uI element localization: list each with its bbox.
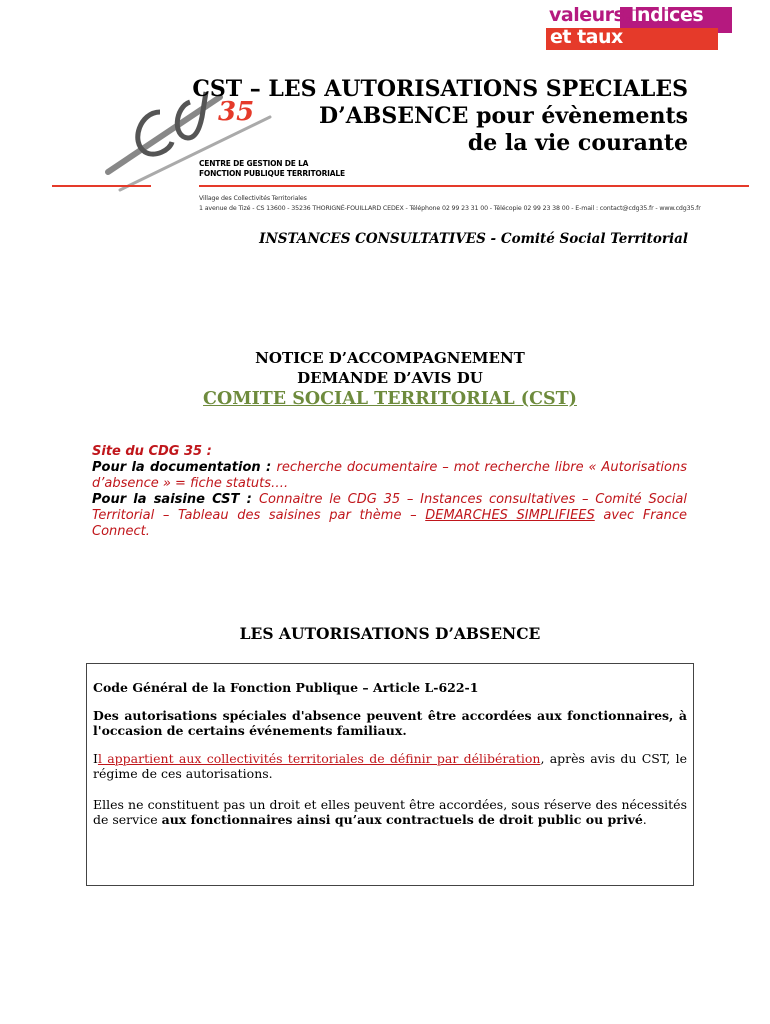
- p3-highlight: l appartient aux collectivités territoriales de définir par délibération: [97, 751, 541, 766]
- notice-cst-title: COMITE SOCIAL TERRITORIAL (CST): [203, 389, 577, 409]
- doc-label: Pour la documentation: [92, 460, 261, 475]
- p4-start: Elles ne constituent pas un droit et elles peuvent être accordées, sous réserve des nécessités de service: [93, 797, 687, 827]
- article-reference: Code Général de la Fonction Publique – Article L-622-1: [93, 680, 479, 695]
- doc-separator: :: [260, 460, 277, 475]
- saisine-separator: :: [239, 492, 259, 507]
- notice-line3: [0, 389, 770, 409]
- address-line2: 1 avenue de Tizé - CS 13600 - 35236 THORIGNÉ-FOUILLARD CEDEX - Téléphone 02 99 23 31 00 - Télécopie 02 99 23 38 00 - E-mail : contact@cdg35.fr - www.cdg35.fr: [199, 205, 701, 212]
- site-heading: Site du CDG 35 :: [92, 444, 212, 459]
- header-ribbon: [546, 4, 736, 46]
- p4-bold: aux fonctionnaires ainsi qu’aux contractuels de droit public ou privé: [161, 812, 643, 827]
- document-title: [192, 76, 688, 157]
- p3-rest: , après avis du CST, le régime de ces autorisations.: [93, 751, 687, 781]
- saisine-label: Pour la saisine CST: [92, 492, 240, 507]
- article-box: [86, 663, 694, 886]
- site-saisine-paragraph: [92, 492, 687, 540]
- header-rule-right: [199, 185, 749, 187]
- p3-first-letter: I: [93, 751, 98, 766]
- title-line2: D’ABSENCE pour évènements: [319, 103, 688, 129]
- ribbon-word-valeurs: valeurs,: [549, 4, 632, 26]
- article-paragraph-collectivites: [93, 751, 687, 781]
- notice-line2: DEMANDE D’AVIS DU: [297, 369, 483, 387]
- article-summary: Des autorisations spéciales d'absence peuvent être accordées aux fonctionnaires, à l'occasion de certains événements familiaux.: [93, 708, 687, 738]
- cdg-name-line1: CENTRE DE GESTION DE LA: [199, 159, 309, 168]
- cdg-name-line2: FONCTION PUBLIQUE TERRITORIALE: [199, 169, 345, 178]
- logo-number: 35: [218, 97, 255, 127]
- saisine-end: avec France Connect.: [92, 508, 687, 539]
- header-rule-left: [52, 185, 151, 187]
- article-paragraph-beneficiaires: [93, 797, 687, 827]
- ribbon-line2: et taux: [550, 26, 623, 48]
- instances-heading: INSTANCES CONSULTATIVES - Comité Social Territorial: [259, 231, 688, 247]
- doc-text: recherche documentaire – mot recherche libre « Autorisations d’absence » = fiche statuts….: [92, 460, 687, 491]
- p4-end: .: [642, 812, 647, 827]
- cdg-organization-name: [199, 159, 345, 179]
- section-title: LES AUTORISATIONS D’ABSENCE: [239, 624, 541, 643]
- ribbon-line1: [549, 4, 703, 26]
- title-line1: CST – LES AUTORISATIONS SPECIALES: [192, 76, 688, 102]
- ribbon-word-indices: indices: [631, 4, 704, 26]
- title-line3: de la vie courante: [467, 130, 688, 156]
- site-doc-paragraph: [92, 460, 687, 492]
- site-info: [92, 444, 687, 540]
- notice-line1: NOTICE D’ACCOMPAGNEMENT: [255, 349, 525, 367]
- cdg-address: [199, 194, 701, 214]
- demarches-simplifiees-link[interactable]: DEMARCHES SIMPLIFIEES: [425, 508, 595, 523]
- saisine-text: Connaitre le CDG 35 – Instances consultatives – Comité Social Territorial – Tableau des saisines par thème –: [92, 492, 687, 523]
- address-line1: Village des Collectivités Territoriales: [199, 195, 307, 202]
